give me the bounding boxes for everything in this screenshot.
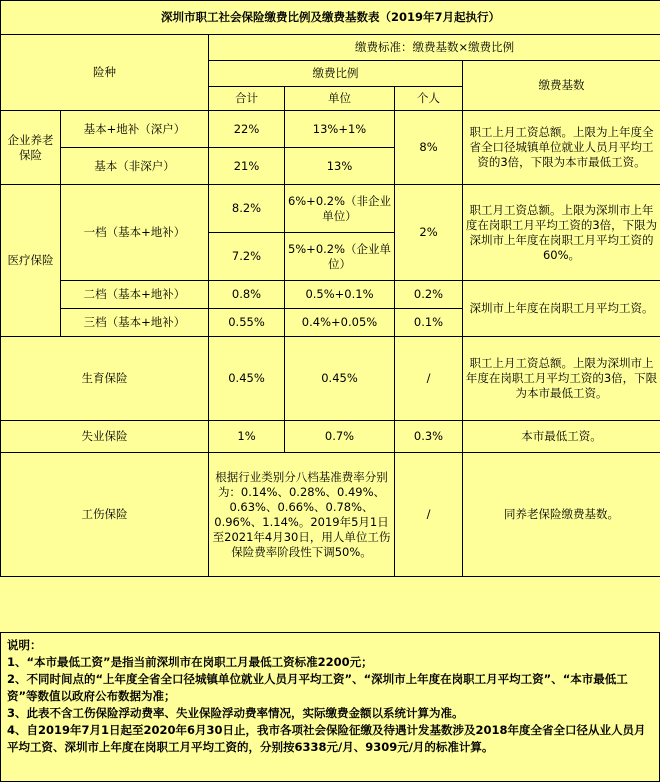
pension-base: 职工上月工资总额。上限为上年度全省全口径城镇单位就业人员月平均工资的3倍，下限为本市最低工资。 — [463, 111, 660, 185]
injury-base: 同养老保险缴费基数。 — [463, 453, 660, 577]
page-title: 深圳市职工社会保险缴费比例及缴费基数表（2019年7月起执行） — [1, 1, 660, 35]
unemployment-base: 本市最低工资。 — [463, 421, 660, 453]
risk-type-header: 险种 — [1, 35, 209, 111]
medical-tier2-total: 0.8% — [209, 281, 285, 309]
medical-tier3-total: 0.55% — [209, 309, 285, 337]
pension-row1-employer: 13%+1% — [285, 111, 395, 148]
note-4: 4、自2019年7月1日起至2020年6月30日止，我市各项社会保险征缴及待遇计发基数涉及2018年度全省全口径从业人员月平均工资、深圳市上年度在岗职工月平均工资的，分别按6338元/月、9309元/月的标准计算。 — [7, 723, 646, 754]
unemployment-employer: 0.7% — [285, 421, 395, 453]
medical-tier3-employer: 0.4%+0.05% — [285, 309, 395, 337]
base-header: 缴费基数 — [463, 61, 660, 111]
medical-tier1-personal: 2% — [395, 185, 463, 281]
unemployment-personal: 0.3% — [395, 421, 463, 453]
pension-row1-total: 22% — [209, 111, 285, 148]
injury-personal: / — [395, 453, 463, 577]
personal-header: 个人 — [395, 87, 463, 111]
employer-header: 单位 — [285, 87, 395, 111]
pension-name: 企业养老保险 — [1, 111, 61, 185]
pension-row2-employer: 13% — [285, 148, 395, 185]
medical-tier1-label: 一档（基本+地补） — [61, 185, 209, 281]
unemployment-name: 失业保险 — [1, 421, 209, 453]
note-1: 1、“本市最低工资”是指当前深圳市在岗职工月最低工资标准2200元； — [7, 655, 373, 669]
maternity-total: 0.45% — [209, 337, 285, 421]
notes-heading: 说明： — [7, 638, 42, 652]
note-3: 3、此表不含工伤保险浮动费率、失业保险浮动费率情况，实际缴费金额以系统计算为准。 — [7, 706, 464, 720]
pension-row1-label: 基本+地补（深户） — [61, 111, 209, 148]
maternity-name: 生育保险 — [1, 337, 209, 421]
pension-row2-label: 基本（非深户） — [61, 148, 209, 185]
medical-tier1-total-b: 7.2% — [209, 233, 285, 281]
injury-name: 工伤保险 — [1, 453, 209, 577]
note-2: 2、不同时间点的“上年度全省全口径城镇单位就业人员月平均工资”、“深圳市上年度在岗职工月平均工资”、“本市最低工资”等数值以政府公布数据为准； — [7, 672, 628, 703]
unemployment-total: 1% — [209, 421, 285, 453]
rate-header: 缴费比例 — [209, 61, 463, 87]
medical-tier1-total-a: 8.2% — [209, 185, 285, 233]
maternity-base: 职工上月工资总额。上限为深圳市上年度在岗职工月平均工资的3倍，下限为本市最低工资。 — [463, 337, 660, 421]
medical-tier3-personal: 0.1% — [395, 309, 463, 337]
notes-section — [0, 632, 660, 782]
standard-header: 缴费标准：缴费基数×缴费比例 — [209, 35, 660, 61]
medical-tier23-base: 深圳市上年度在岗职工月平均工资。 — [463, 281, 660, 337]
total-header: 合计 — [209, 87, 285, 111]
medical-tier2-personal: 0.2% — [395, 281, 463, 309]
medical-tier1-employer-a: 6%+0.2%（非企业单位） — [285, 185, 395, 233]
medical-tier2-label: 二档（基本+地补） — [61, 281, 209, 309]
medical-name: 医疗保险 — [1, 185, 61, 337]
maternity-personal: / — [395, 337, 463, 421]
pension-personal: 8% — [395, 111, 463, 185]
medical-tier3-label: 三档（基本+地补） — [61, 309, 209, 337]
maternity-employer: 0.45% — [285, 337, 395, 421]
medical-tier1-base: 职工月工资总额。上限为深圳市上年度在岗职工月平均工资的3倍，下限为深圳市上年度在岗职工月平均工资的60%。 — [463, 185, 660, 281]
pension-row2-total: 21% — [209, 148, 285, 185]
medical-tier2-employer: 0.5%+0.1% — [285, 281, 395, 309]
medical-tier1-employer-b: 5%+0.2%（企业单位） — [285, 233, 395, 281]
injury-rate-text: 根据行业类别分八档基准费率分别为：0.14%、0.28%、0.49%、0.63%、0.66%、0.78%、0.96%、1.14%。2019年5月1日至2021年4月30日，用人单位工伤保险费率阶段性下调50%。 — [209, 453, 395, 577]
